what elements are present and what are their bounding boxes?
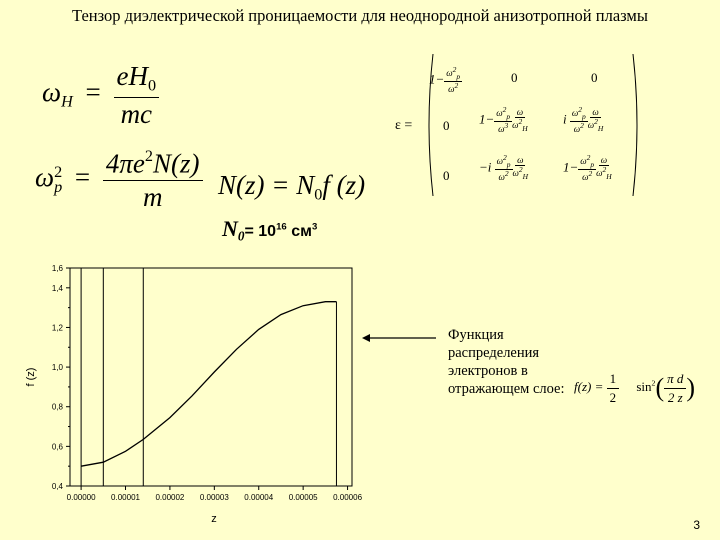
x-tick-label: 0.00004 — [244, 493, 274, 502]
matrix-r1c1: 1− $\frac{\omega^2_p}{\omega^2}$ — [429, 65, 461, 95]
x-tick-label: 0.00006 — [333, 493, 363, 502]
plot-frame — [70, 268, 352, 486]
caption-line-3: электронов в — [448, 363, 528, 379]
y-axis-label: f (z) — [25, 367, 37, 387]
y-tick-label: 1,6 — [51, 264, 63, 273]
omega-h-lhs: $\omega_H$ — [42, 77, 73, 111]
y-tick-label: 0,8 — [51, 402, 63, 412]
y-tick-label: 1,0 — [51, 363, 63, 373]
x-tick-label: 0.00000 — [66, 493, 96, 502]
matrix-r3c2: −i $\frac{\omega^2_p}{\omega^2}$ $\frac{\omega}{\omega^2_H}$ — [479, 153, 529, 183]
pointer-arrow — [360, 330, 440, 346]
x-tick-label: 0.00003 — [199, 493, 229, 502]
caption-line-2: распределения — [448, 345, 540, 361]
matrix-r2c1: 0 — [443, 118, 450, 133]
y-tick-label: 1,2 — [51, 323, 63, 333]
epsilon-symbol: ε = — [395, 118, 413, 133]
y-tick-label: 1,4 — [51, 283, 63, 293]
matrix-r3c3: 1− $\frac{\omega^2_p}{\omega^2}$ $\frac{\omega}{\omega^2_H}$ — [563, 153, 612, 183]
omega-p-fraction: $\frac{4\pi e^2N(z)}{m}$ — [103, 148, 203, 211]
omega-p-formula: ω 2 p = $\frac{4\pi e^2N(z)}{m}$ — [35, 148, 203, 211]
matrix-r2c2: 1− $\frac{\omega^2_p}{\omega^3}$ $\frac{\omega}{\omega^2_H}$ — [479, 105, 528, 135]
omega-h-fraction: $\frac{eH_0}{mc}$ — [114, 62, 160, 128]
nz-formula: $N(z) = N_0f$ (z) — [218, 170, 366, 204]
y-tick-label: 0,4 — [51, 482, 63, 491]
matrix-r3c1: 0 — [443, 168, 450, 183]
page-number: 3 — [693, 518, 700, 532]
x-tick-label: 0.00005 — [288, 493, 318, 502]
x-tick-label: 0.00001 — [111, 493, 140, 502]
x-tick-label: 0.00002 — [155, 493, 185, 502]
distribution-chart — [20, 255, 370, 530]
n0-value: $N_0= 10^{16}$ $см^3$ — [222, 216, 318, 244]
x-axis-label: z — [211, 513, 217, 525]
distribution-caption — [448, 326, 588, 398]
matrix-r1c2: 0 — [511, 70, 518, 85]
omega-p-lhs: ω 2 p — [35, 161, 63, 196]
matrix-r2c3: i $\frac{\omega^2_p}{\omega^2}$ $\frac{\omega}{\omega^2_H}$ — [563, 105, 604, 135]
page-title: Тензор диэлектрической проницаемости для неоднородной анизотропной плазмы — [72, 6, 648, 25]
matrix-r1c3: 0 — [591, 70, 598, 85]
caption-line-1: Функция — [448, 327, 504, 343]
y-tick-label: 0,6 — [51, 442, 63, 452]
caption-line-4: отражающем слое: — [448, 381, 565, 397]
dielectric-tensor-matrix — [395, 50, 645, 200]
distribution-formula: f(z) = $\frac{1}{2}$ $\sin^2$( $\frac{\text{π d}}{2 z}$ ) — [574, 371, 696, 405]
omega-h-formula: $\omega_H$ = $\frac{eH_0}{mc}$ — [42, 62, 159, 128]
series-line — [81, 302, 336, 467]
